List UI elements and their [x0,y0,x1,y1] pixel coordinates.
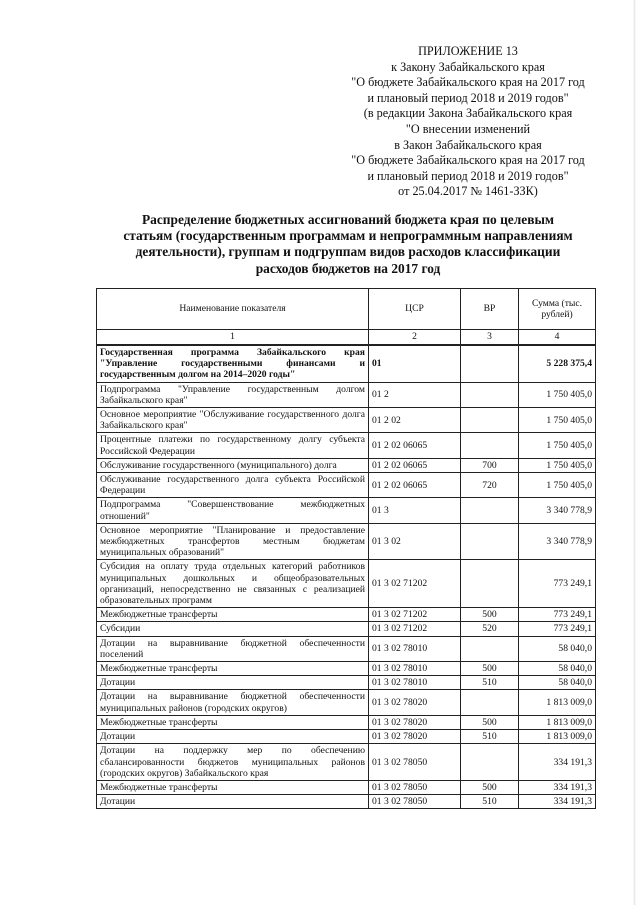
title-line: деятельности), группам и подгруппам видов расходов классификации [135,244,561,260]
header-sum: Сумма (тыс. рублей) [519,289,596,330]
row-vr-cell: 510 [461,730,519,744]
row-name-cell: Основное мероприятие "Планирование и предоставление межбюджетных трансфертов местным бюджетам муниципальных образований" [97,523,369,560]
row-name-cell: Субсидия на оплату труда отдельных категорий работников муниципальных дошкольных и общеобразовательных организаций, непосредственно не связанных с реализацией образовательных программ [97,560,369,608]
appendix-line: (в редакции Закона Забайкальского края [363,106,573,121]
row-sum-cell: 1 750 405,0 [519,458,596,472]
row-csr-cell: 01 [369,345,461,382]
row-vr-cell [461,690,519,715]
table-row [97,458,596,472]
row-vr-cell: 500 [461,715,519,729]
row-csr-cell: 01 3 [369,498,461,523]
row-name-cell: Подпрограмма "Совершенствование межбюджетных отношений" [97,498,369,523]
row-vr-cell [461,636,519,661]
row-vr-cell [461,498,519,523]
row-name-cell: Межбюджетные трансферты [97,715,369,729]
row-sum-cell: 58 040,0 [519,676,596,690]
row-csr-cell: 01 2 02 [369,408,461,433]
row-csr-cell: 01 3 02 71202 [369,622,461,636]
appendix-line: в Закон Забайкальского края [394,137,542,152]
row-vr-cell [461,744,519,781]
row-csr-cell: 01 3 02 78020 [369,730,461,744]
table-row [97,662,596,676]
column-number: 2 [369,330,461,346]
row-vr-cell: 500 [461,608,519,622]
row-sum-cell: 1 813 009,0 [519,715,596,729]
appendix-line: к Закону Забайкальского края [391,59,545,74]
row-vr-cell [461,433,519,458]
table-row [97,795,596,809]
column-number-row [97,330,596,346]
row-name-cell: Подпрограмма "Управление государственным долгом Забайкальского края" [97,382,369,407]
row-name-cell: Государственная программа Забайкальского края "Управление государственными финансами и государственным долгом на 2014–2020 годы" [97,345,369,382]
row-sum-cell: 334 191,3 [519,744,596,781]
row-vr-cell [461,408,519,433]
row-name-cell: Субсидии [97,622,369,636]
table-row [97,523,596,560]
appendix-line: "О бюджете Забайкальского края на 2017 год [351,75,585,90]
row-name-cell: Дотации на поддержку мер по обеспечению сбалансированности бюджетов муниципальных районов (городских округов) Забайкальского края [97,744,369,781]
row-sum-cell: 3 340 778,9 [519,498,596,523]
row-name-cell: Дотации на выравнивание бюджетной обеспеченности муниципальных районов (городских округов) [97,690,369,715]
row-sum-cell: 334 191,3 [519,780,596,794]
appendix-line: ПРИЛОЖЕНИЕ 13 [418,44,518,58]
row-csr-cell: 01 3 02 78050 [369,795,461,809]
row-name-cell: Обслуживание государственного долга субъекта Российской Федерации [97,473,369,498]
row-name-cell: Дотации на выравнивание бюджетной обеспеченности поселений [97,636,369,661]
row-csr-cell: 01 2 02 06065 [369,458,461,472]
row-csr-cell: 01 3 02 71202 [369,608,461,622]
row-csr-cell: 01 3 02 71202 [369,560,461,608]
header-vr: ВР [461,289,519,330]
row-name-cell: Дотации [97,676,369,690]
appendix-line: от 25.04.2017 № 1461-ЗЗК) [398,184,538,199]
row-name-cell: Обслуживание государственного (муниципального) долга [97,458,369,472]
row-csr-cell: 01 3 02 78050 [369,744,461,781]
row-vr-cell [461,345,519,382]
table-header-row [97,289,596,330]
row-sum-cell: 773 249,1 [519,622,596,636]
table-row [97,780,596,794]
row-csr-cell: 01 3 02 78050 [369,780,461,794]
row-vr-cell: 700 [461,458,519,472]
table-row [97,690,596,715]
row-sum-cell: 1 750 405,0 [519,408,596,433]
row-csr-cell: 01 3 02 78010 [369,662,461,676]
row-sum-cell: 1 813 009,0 [519,690,596,715]
table-row [97,560,596,608]
table-row [97,382,596,407]
table-row [97,744,596,781]
table-row [97,715,596,729]
row-sum-cell: 5 228 375,4 [519,345,596,382]
header-name: Наименование показателя [97,289,369,330]
table-row [97,636,596,661]
row-sum-cell: 1 750 405,0 [519,473,596,498]
row-name-cell: Межбюджетные трансферты [97,608,369,622]
row-name-cell: Межбюджетные трансферты [97,780,369,794]
column-number: 1 [97,330,369,346]
row-sum-cell: 773 249,1 [519,560,596,608]
table-row [97,473,596,498]
row-vr-cell: 510 [461,676,519,690]
document-title [98,212,598,277]
row-vr-cell [461,560,519,608]
column-number: 4 [519,330,596,346]
table-row [97,730,596,744]
row-csr-cell: 01 2 [369,382,461,407]
table-row [97,676,596,690]
appendix-header [318,44,618,200]
table-row [97,622,596,636]
table-row [97,345,596,382]
row-sum-cell: 1 750 405,0 [519,382,596,407]
row-sum-cell: 1 813 009,0 [519,730,596,744]
table-row [97,608,596,622]
row-sum-cell: 1 750 405,0 [519,433,596,458]
row-csr-cell: 01 3 02 78010 [369,676,461,690]
title-line: статьям (государственным программам и непрограммным направлениям [123,228,573,244]
row-sum-cell: 773 249,1 [519,608,596,622]
budget-table [96,288,596,809]
row-csr-cell: 01 3 02 78010 [369,636,461,661]
row-vr-cell: 520 [461,622,519,636]
row-name-cell: Межбюджетные трансферты [97,662,369,676]
header-csr: ЦСР [369,289,461,330]
table-row [97,408,596,433]
table-body [97,345,596,809]
row-csr-cell: 01 3 02 [369,523,461,560]
row-vr-cell [461,382,519,407]
row-sum-cell: 334 191,3 [519,795,596,809]
row-sum-cell: 58 040,0 [519,636,596,661]
appendix-line: "О внесении изменений [405,121,531,136]
appendix-line: "О бюджете Забайкальского края на 2017 год [351,153,585,168]
table-row [97,498,596,523]
row-name-cell: Процентные платежи по государственному долгу субъекта Российской Федерации [97,433,369,458]
row-vr-cell: 720 [461,473,519,498]
row-csr-cell: 01 3 02 78020 [369,715,461,729]
appendix-line: и плановый период 2018 и 2019 годов" [367,168,569,183]
row-sum-cell: 58 040,0 [519,662,596,676]
appendix-line: и плановый период 2018 и 2019 годов" [367,90,569,105]
row-vr-cell: 510 [461,795,519,809]
title-line: расходов бюджетов на 2017 год [255,260,441,276]
row-vr-cell: 500 [461,780,519,794]
row-name-cell: Дотации [97,795,369,809]
row-vr-cell [461,523,519,560]
table-row [97,433,596,458]
scan-edge-shadow [633,0,636,905]
title-line: Распределение бюджетных ассигнований бюджета края по целевым [141,212,555,227]
column-number: 3 [461,330,519,346]
row-csr-cell: 01 2 02 06065 [369,473,461,498]
row-name-cell: Основное мероприятие "Обслуживание государственного долга Забайкальского края" [97,408,369,433]
row-vr-cell: 500 [461,662,519,676]
row-name-cell: Дотации [97,730,369,744]
row-sum-cell: 3 340 778,9 [519,523,596,560]
row-csr-cell: 01 3 02 78020 [369,690,461,715]
row-csr-cell: 01 2 02 06065 [369,433,461,458]
